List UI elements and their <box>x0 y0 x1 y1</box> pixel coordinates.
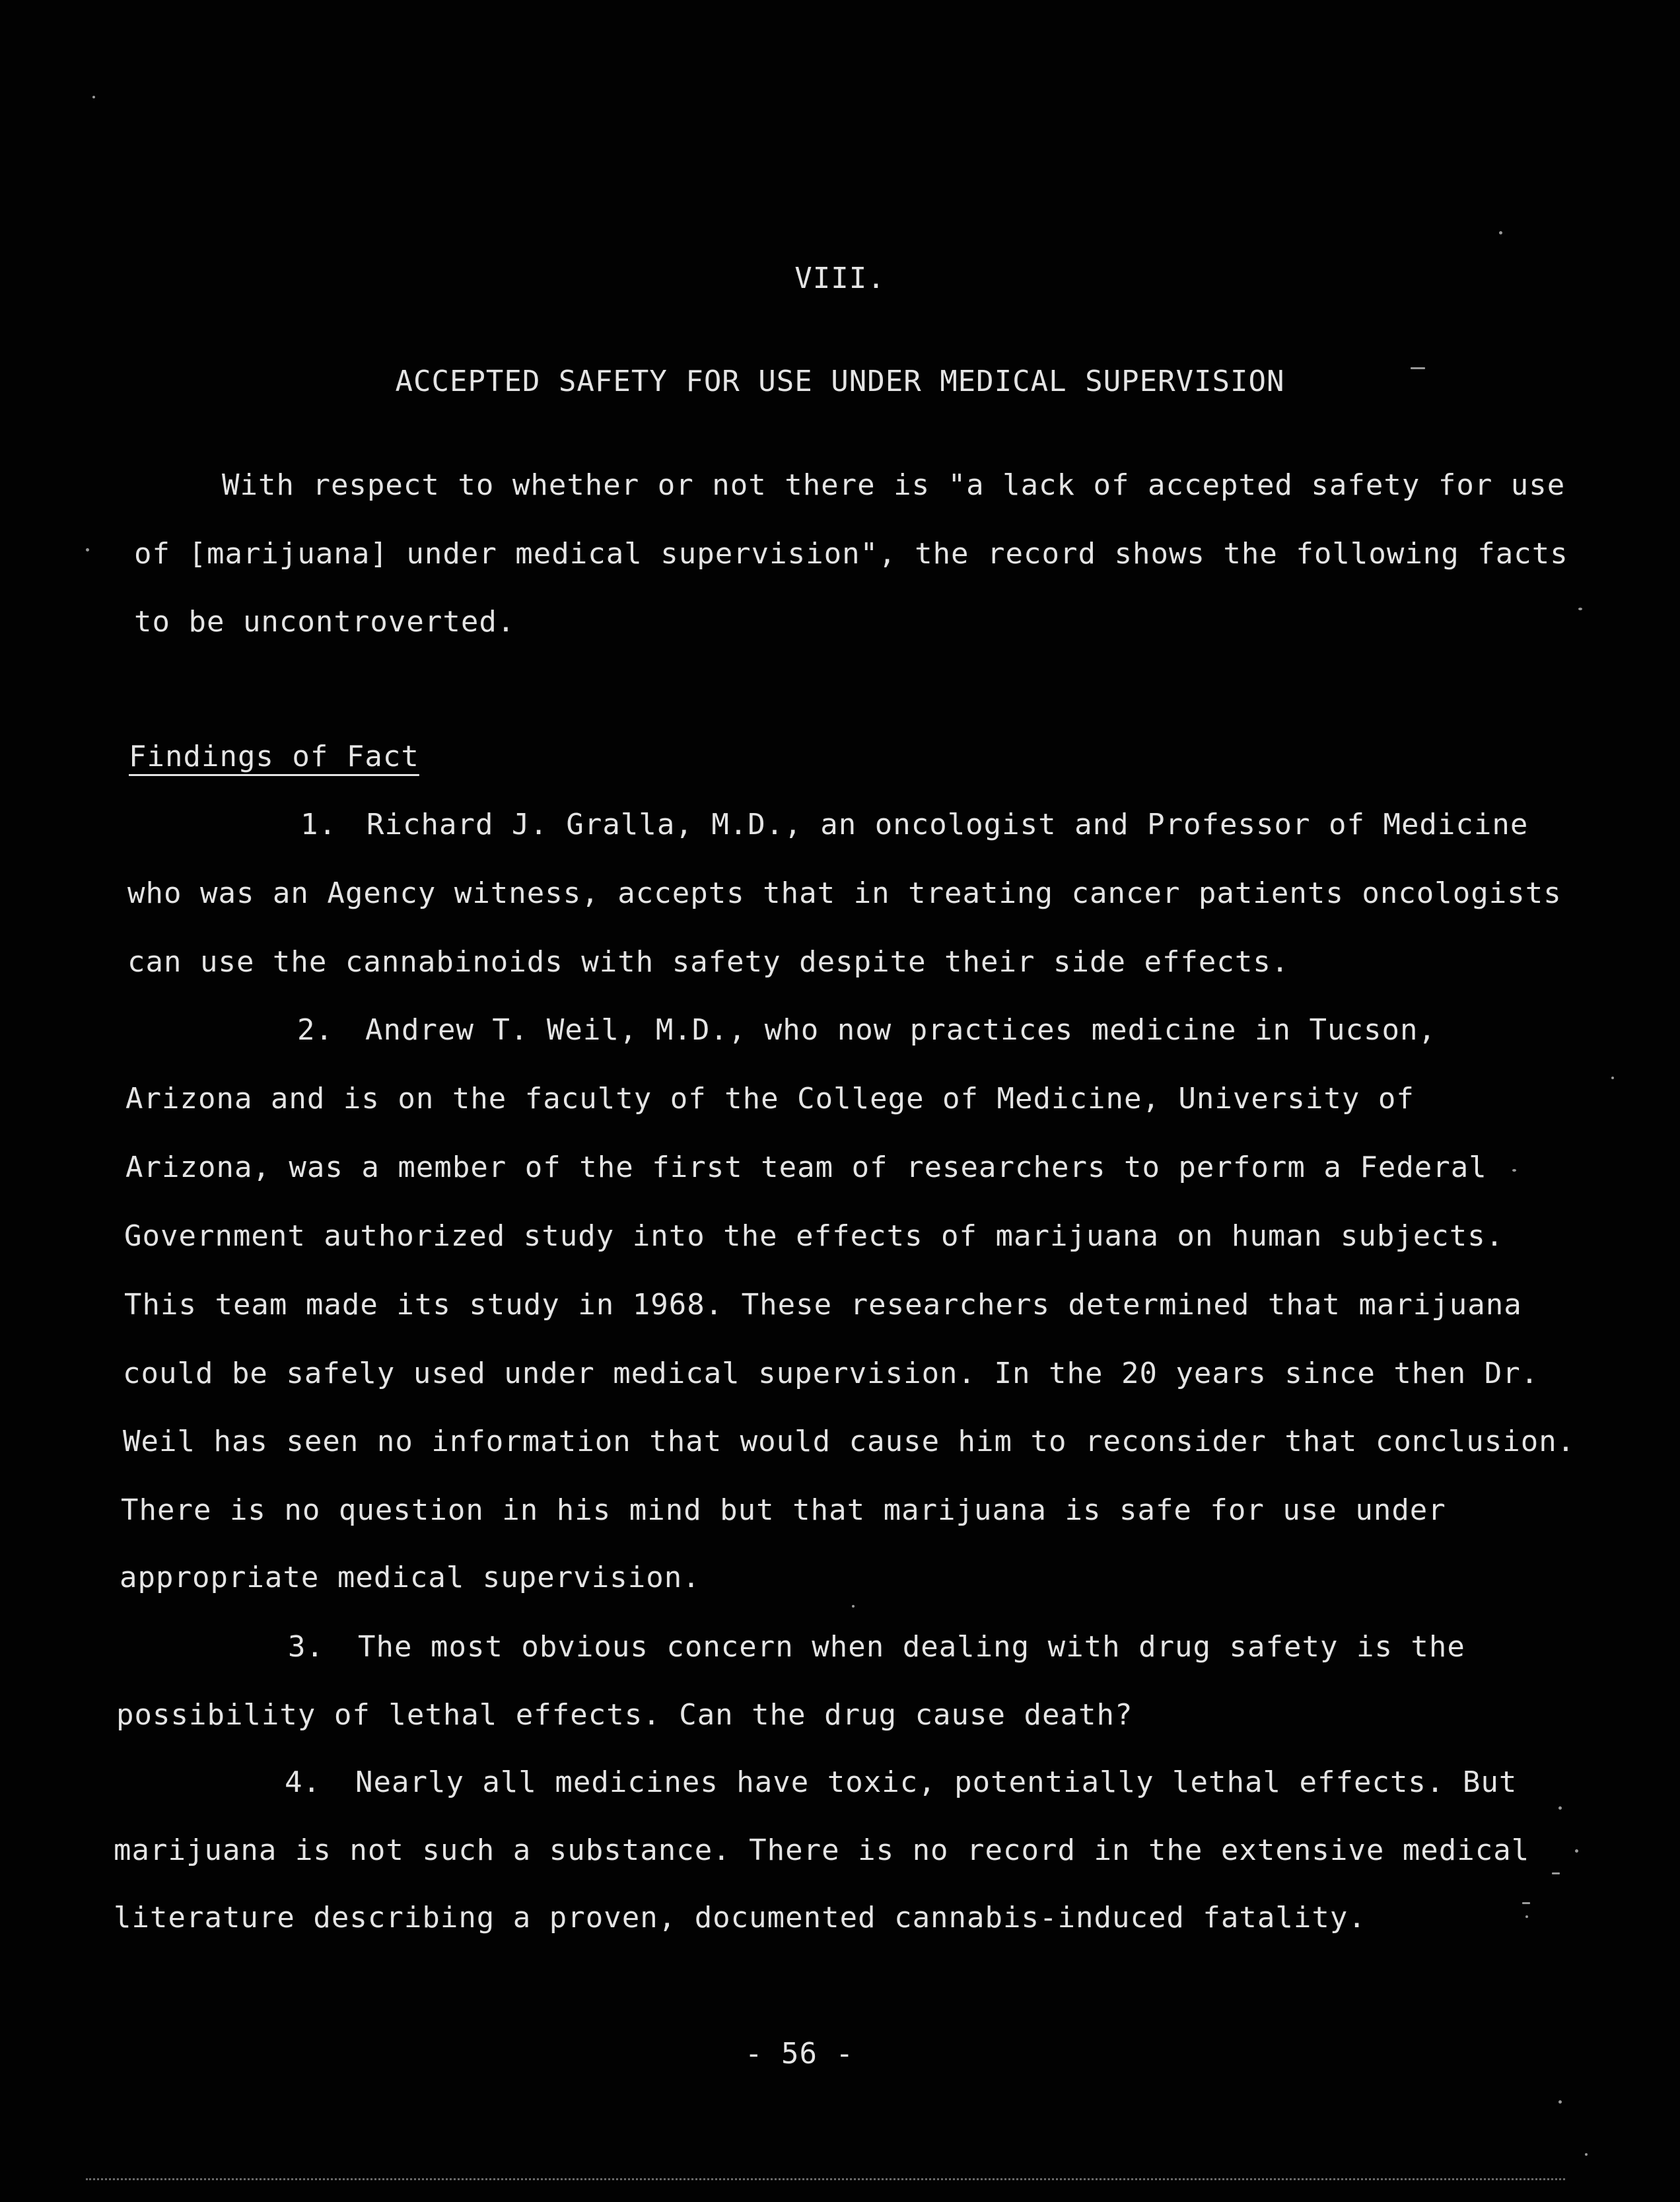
scan-speck <box>1411 367 1425 369</box>
scan-speck <box>1512 1169 1516 1172</box>
finding-line: Andrew T. Weil, M.D., who now practices medicine in Tucson, <box>365 1013 1436 1047</box>
finding-line: Government authorized study into the effects of marijuana on human subjects. <box>124 1219 1504 1253</box>
scan-speck <box>1552 1872 1560 1874</box>
finding-number: 3. <box>288 1630 324 1664</box>
finding-line: possibility of lethal effects. Can the drug cause death? <box>116 1698 1133 1732</box>
scan-speck <box>1578 608 1582 610</box>
scan-speck <box>86 548 89 551</box>
scan-speck <box>1585 2153 1588 2156</box>
finding-line: This team made its study in 1968. These researchers determined that marijuana <box>124 1288 1522 1322</box>
scan-speck <box>1499 231 1502 234</box>
finding-line: could be safely used under medical supervision. In the 20 years since then Dr. <box>123 1357 1539 1390</box>
intro-line: of [marijuana] under medical supervision", the record shows the following facts <box>134 537 1568 571</box>
finding-line: There is no question in his mind but that marijuana is safe for use under <box>121 1493 1446 1527</box>
scan-speck <box>92 96 95 98</box>
finding-number: 1. <box>300 808 337 841</box>
finding-line: can use the cannabinoids with safety despite their side effects. <box>127 945 1290 979</box>
finding-line: The most obvious concern when dealing with drug safety is the <box>358 1630 1465 1664</box>
scan-speck <box>852 1605 855 1608</box>
finding-line: Arizona, was a member of the first team of researchers to perform a Federal <box>125 1151 1487 1184</box>
scan-speck <box>1611 1077 1614 1079</box>
scan-speck <box>1558 2100 1562 2104</box>
intro-line: to be uncontroverted. <box>134 605 516 639</box>
chapter-title: ACCEPTED SAFETY FOR USE UNDER MEDICAL SUPERVISION <box>395 365 1285 398</box>
finding-line: appropriate medical supervision. <box>120 1561 701 1594</box>
finding-line: marijuana is not such a substance. There is no record in the extensive medical <box>114 1833 1530 1867</box>
scan-speck <box>1575 1849 1578 1853</box>
page-number: - 56 - <box>745 2037 854 2071</box>
finding-line: Arizona and is on the faculty of the College of Medicine, University of <box>125 1082 1415 1116</box>
intro-line: With respect to whether or not there is "a lack of accepted safety for use <box>222 468 1566 502</box>
scan-speck <box>1558 1806 1562 1810</box>
finding-number: 4. <box>285 1765 321 1799</box>
scan-speck <box>1525 1915 1528 1918</box>
finding-line: literature describing a proven, documented cannabis-induced fatality. <box>114 1901 1366 1935</box>
scan-edge-line <box>86 2178 1565 2180</box>
finding-line: who was an Agency witness, accepts that in treating cancer patients oncologists <box>127 876 1562 910</box>
finding-line: Richard J. Gralla, M.D., an oncologist and Professor of Medicine <box>367 808 1529 841</box>
section-heading: Findings of Fact <box>129 740 419 773</box>
chapter-number: VIII. <box>794 262 886 295</box>
finding-line: Nearly all medicines have toxic, potentially lethal effects. But <box>355 1765 1518 1799</box>
scan-speck <box>1522 1902 1530 1904</box>
finding-line: Weil has seen no information that would cause him to reconsider that conclusion. <box>123 1425 1576 1458</box>
finding-number: 2. <box>297 1013 333 1047</box>
